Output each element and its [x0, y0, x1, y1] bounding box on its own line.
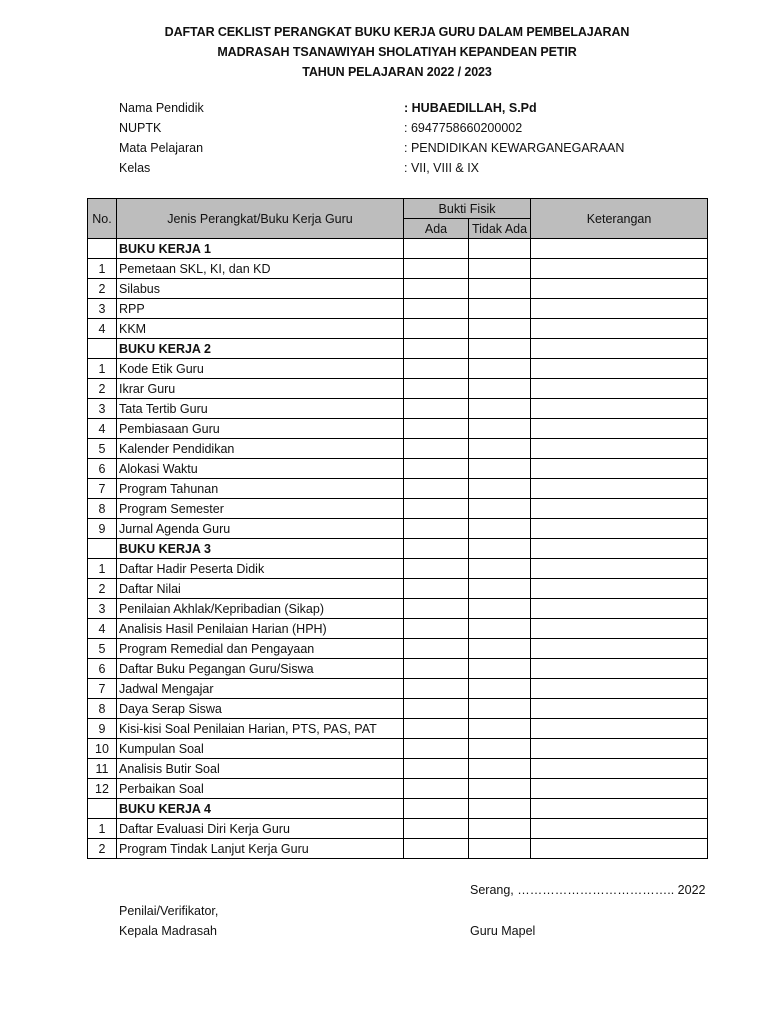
tidak-ada-cell[interactable] [469, 779, 531, 799]
row-number: 7 [88, 679, 117, 699]
keterangan-cell[interactable] [531, 659, 708, 679]
teacher-info [119, 98, 719, 178]
item-name: Daftar Nilai [117, 579, 404, 599]
tidak-ada-cell[interactable] [469, 759, 531, 779]
keterangan-cell[interactable] [531, 419, 708, 439]
info-label: Mata Pelajaran [119, 141, 204, 155]
keterangan-cell[interactable] [531, 399, 708, 419]
tidak-ada-cell[interactable] [469, 679, 531, 699]
tidak-ada-cell[interactable] [469, 839, 531, 859]
row-number: 11 [88, 759, 117, 779]
table-row [88, 399, 708, 419]
tidak-ada-cell[interactable] [469, 819, 531, 839]
item-name: Tata Tertib Guru [117, 399, 404, 419]
section-title: BUKU KERJA 4 [117, 799, 404, 819]
keterangan-cell[interactable] [531, 639, 708, 659]
keterangan-cell[interactable] [531, 479, 708, 499]
row-number [88, 339, 117, 359]
ada-cell[interactable] [404, 679, 469, 699]
tidak-ada-cell[interactable] [469, 699, 531, 719]
info-label: NUPTK [119, 121, 162, 135]
item-name: Kalender Pendidikan [117, 439, 404, 459]
keterangan-cell[interactable] [531, 759, 708, 779]
section-row [88, 239, 708, 259]
item-name: KKM [117, 319, 404, 339]
document-title-block [0, 22, 768, 82]
title-line-2: MADRASAH TSANAWIYAH SHOLATIYAH KEPANDEAN PETIR [217, 45, 577, 59]
ada-cell[interactable] [404, 359, 469, 379]
row-number: 9 [88, 519, 117, 539]
section-title: BUKU KERJA 2 [117, 339, 404, 359]
row-number: 8 [88, 499, 117, 519]
item-name: Alokasi Waktu [117, 459, 404, 479]
row-number: 5 [88, 439, 117, 459]
row-number: 3 [88, 399, 117, 419]
keterangan-cell[interactable] [531, 359, 708, 379]
ada-cell[interactable] [404, 819, 469, 839]
ada-cell[interactable] [404, 319, 469, 339]
keterangan-cell[interactable] [531, 679, 708, 699]
table-row [88, 819, 708, 839]
row-number: 2 [88, 279, 117, 299]
item-name: Penilaian Akhlak/Kepribadian (Sikap) [117, 599, 404, 619]
ada-cell[interactable] [404, 799, 469, 819]
info-value: : HUBAEDILLAH, S.Pd [404, 101, 537, 115]
tidak-ada-cell[interactable] [469, 499, 531, 519]
row-number [88, 239, 117, 259]
table-row [88, 779, 708, 799]
table-row [88, 719, 708, 739]
header-jenis: Jenis Perangkat/Buku Kerja Guru [117, 199, 404, 239]
keterangan-cell[interactable] [531, 319, 708, 339]
table-row [88, 299, 708, 319]
section-row [88, 799, 708, 819]
teacher-role: Guru Mapel [470, 924, 536, 938]
row-number: 4 [88, 319, 117, 339]
keterangan-cell[interactable] [531, 279, 708, 299]
tidak-ada-cell[interactable] [469, 459, 531, 479]
info-row-nuptk [119, 118, 719, 138]
table-row [88, 599, 708, 619]
header-no: No. [88, 199, 117, 239]
item-name: Analisis Hasil Penilaian Harian (HPH) [117, 619, 404, 639]
keterangan-cell[interactable] [531, 579, 708, 599]
tidak-ada-cell[interactable] [469, 239, 531, 259]
table-row [88, 679, 708, 699]
ada-cell[interactable] [404, 519, 469, 539]
item-name: Silabus [117, 279, 404, 299]
header-keterangan: Keterangan [531, 199, 708, 239]
tidak-ada-cell[interactable] [469, 299, 531, 319]
ada-cell[interactable] [404, 459, 469, 479]
table-row [88, 699, 708, 719]
keterangan-cell[interactable] [531, 339, 708, 359]
table-row [88, 759, 708, 779]
item-name: Daftar Evaluasi Diri Kerja Guru [117, 819, 404, 839]
ada-cell[interactable] [404, 259, 469, 279]
table-row [88, 459, 708, 479]
item-name: Daya Serap Siswa [117, 699, 404, 719]
tidak-ada-cell[interactable] [469, 559, 531, 579]
tidak-ada-cell[interactable] [469, 339, 531, 359]
info-label: Nama Pendidik [119, 101, 204, 115]
ada-cell[interactable] [404, 399, 469, 419]
header-ada: Ada [404, 219, 469, 239]
item-name: Pemetaan SKL, KI, dan KD [117, 259, 404, 279]
table-row [88, 739, 708, 759]
table-row [88, 259, 708, 279]
info-row-mapel [119, 138, 719, 158]
keterangan-cell[interactable] [531, 599, 708, 619]
tidak-ada-cell[interactable] [469, 719, 531, 739]
row-number: 1 [88, 259, 117, 279]
ada-cell[interactable] [404, 599, 469, 619]
keterangan-cell[interactable] [531, 299, 708, 319]
keterangan-cell[interactable] [531, 439, 708, 459]
tidak-ada-cell[interactable] [469, 619, 531, 639]
item-name: Analisis Butir Soal [117, 759, 404, 779]
table-row [88, 319, 708, 339]
tidak-ada-cell[interactable] [469, 599, 531, 619]
tidak-ada-cell[interactable] [469, 539, 531, 559]
ada-cell[interactable] [404, 839, 469, 859]
ada-cell[interactable] [404, 479, 469, 499]
keterangan-cell[interactable] [531, 379, 708, 399]
table-row [88, 659, 708, 679]
table-row [88, 839, 708, 859]
tidak-ada-cell[interactable] [469, 399, 531, 419]
keterangan-cell[interactable] [531, 499, 708, 519]
tidak-ada-cell[interactable] [469, 479, 531, 499]
tidak-ada-cell[interactable] [469, 379, 531, 399]
tidak-ada-cell[interactable] [469, 519, 531, 539]
keterangan-cell[interactable] [531, 239, 708, 259]
table-row [88, 419, 708, 439]
ada-cell[interactable] [404, 339, 469, 359]
item-name: Daftar Buku Pegangan Guru/Siswa [117, 659, 404, 679]
row-number: 3 [88, 299, 117, 319]
info-value: : VII, VIII & IX [404, 161, 480, 175]
place-date: Serang, ……………………………….. 2022 [470, 883, 706, 897]
verifier-label: Penilai/Verifikator, [119, 904, 219, 918]
table-row [88, 439, 708, 459]
ada-cell[interactable] [404, 299, 469, 319]
table-row [88, 499, 708, 519]
row-number [88, 799, 117, 819]
title-line-3: TAHUN PELAJARAN 2022 / 2023 [302, 65, 492, 79]
keterangan-cell[interactable] [531, 519, 708, 539]
item-name: Program Tindak Lanjut Kerja Guru [117, 839, 404, 859]
ada-cell[interactable] [404, 619, 469, 639]
keterangan-cell[interactable] [531, 459, 708, 479]
ada-cell[interactable] [404, 759, 469, 779]
item-name: Kumpulan Soal [117, 739, 404, 759]
tidak-ada-cell[interactable] [469, 659, 531, 679]
item-name: Daftar Hadir Peserta Didik [117, 559, 404, 579]
tidak-ada-cell[interactable] [469, 579, 531, 599]
info-label: Kelas [119, 161, 151, 175]
ada-cell[interactable] [404, 419, 469, 439]
item-name: Pembiasaan Guru [117, 419, 404, 439]
ada-cell[interactable] [404, 659, 469, 679]
ada-cell[interactable] [404, 239, 469, 259]
row-number: 4 [88, 619, 117, 639]
row-number: 1 [88, 359, 117, 379]
table-row [88, 359, 708, 379]
item-name: Jurnal Agenda Guru [117, 519, 404, 539]
ada-cell[interactable] [404, 379, 469, 399]
ada-cell[interactable] [404, 559, 469, 579]
ada-cell[interactable] [404, 739, 469, 759]
section-row [88, 339, 708, 359]
row-number: 4 [88, 419, 117, 439]
row-number: 1 [88, 819, 117, 839]
keterangan-cell[interactable] [531, 819, 708, 839]
section-row [88, 539, 708, 559]
keterangan-cell[interactable] [531, 259, 708, 279]
ada-cell[interactable] [404, 279, 469, 299]
tidak-ada-cell[interactable] [469, 359, 531, 379]
header-bukti-fisik: Bukti Fisik [404, 199, 531, 219]
item-name: Program Semester [117, 499, 404, 519]
keterangan-cell[interactable] [531, 559, 708, 579]
keterangan-cell[interactable] [531, 539, 708, 559]
row-number: 7 [88, 479, 117, 499]
tidak-ada-cell[interactable] [469, 419, 531, 439]
row-number: 12 [88, 779, 117, 799]
row-number: 1 [88, 559, 117, 579]
row-number [88, 539, 117, 559]
ada-cell[interactable] [404, 719, 469, 739]
checklist-body [88, 239, 708, 859]
info-row-kelas [119, 158, 719, 178]
item-name: Kisi-kisi Soal Penilaian Harian, PTS, PAS, PAT [117, 719, 404, 739]
tidak-ada-cell[interactable] [469, 439, 531, 459]
table-row [88, 559, 708, 579]
table-row [88, 279, 708, 299]
verifier-role: Kepala Madrasah [119, 924, 217, 938]
keterangan-cell[interactable] [531, 799, 708, 819]
tidak-ada-cell[interactable] [469, 799, 531, 819]
tidak-ada-cell[interactable] [469, 319, 531, 339]
row-number: 5 [88, 639, 117, 659]
info-row-nama [119, 98, 719, 118]
ada-cell[interactable] [404, 579, 469, 599]
item-name: Program Remedial dan Pengayaan [117, 639, 404, 659]
table-row [88, 479, 708, 499]
tidak-ada-cell[interactable] [469, 739, 531, 759]
row-number: 6 [88, 459, 117, 479]
keterangan-cell[interactable] [531, 779, 708, 799]
row-number: 3 [88, 599, 117, 619]
keterangan-cell[interactable] [531, 699, 708, 719]
ada-cell[interactable] [404, 699, 469, 719]
header-tidak-ada: Tidak Ada [469, 219, 531, 239]
ada-cell[interactable] [404, 499, 469, 519]
table-row [88, 619, 708, 639]
title-line-1: DAFTAR CEKLIST PERANGKAT BUKU KERJA GURU DALAM PEMBELAJARAN [164, 25, 630, 39]
ada-cell[interactable] [404, 539, 469, 559]
row-number: 2 [88, 839, 117, 859]
row-number: 9 [88, 719, 117, 739]
ada-cell[interactable] [404, 639, 469, 659]
keterangan-cell[interactable] [531, 739, 708, 759]
row-number: 2 [88, 579, 117, 599]
row-number: 8 [88, 699, 117, 719]
keterangan-cell[interactable] [531, 839, 708, 859]
item-name: Program Tahunan [117, 479, 404, 499]
item-name: Jadwal Mengajar [117, 679, 404, 699]
table-row [88, 639, 708, 659]
row-number: 10 [88, 739, 117, 759]
keterangan-cell[interactable] [531, 719, 708, 739]
item-name: Kode Etik Guru [117, 359, 404, 379]
item-name: Perbaikan Soal [117, 779, 404, 799]
table-row [88, 519, 708, 539]
info-value: : PENDIDIKAN KEWARGANEGARAAN [404, 141, 625, 155]
item-name: Ikrar Guru [117, 379, 404, 399]
info-value: : 6947758660200002 [404, 121, 523, 135]
row-number: 6 [88, 659, 117, 679]
checklist-table [87, 198, 708, 859]
row-number: 2 [88, 379, 117, 399]
section-title: BUKU KERJA 1 [117, 239, 404, 259]
section-title: BUKU KERJA 3 [117, 539, 404, 559]
item-name: RPP [117, 299, 404, 319]
tidak-ada-cell[interactable] [469, 639, 531, 659]
ada-cell[interactable] [404, 439, 469, 459]
keterangan-cell[interactable] [531, 619, 708, 639]
table-row [88, 379, 708, 399]
tidak-ada-cell[interactable] [469, 279, 531, 299]
ada-cell[interactable] [404, 779, 469, 799]
table-row [88, 579, 708, 599]
tidak-ada-cell[interactable] [469, 259, 531, 279]
